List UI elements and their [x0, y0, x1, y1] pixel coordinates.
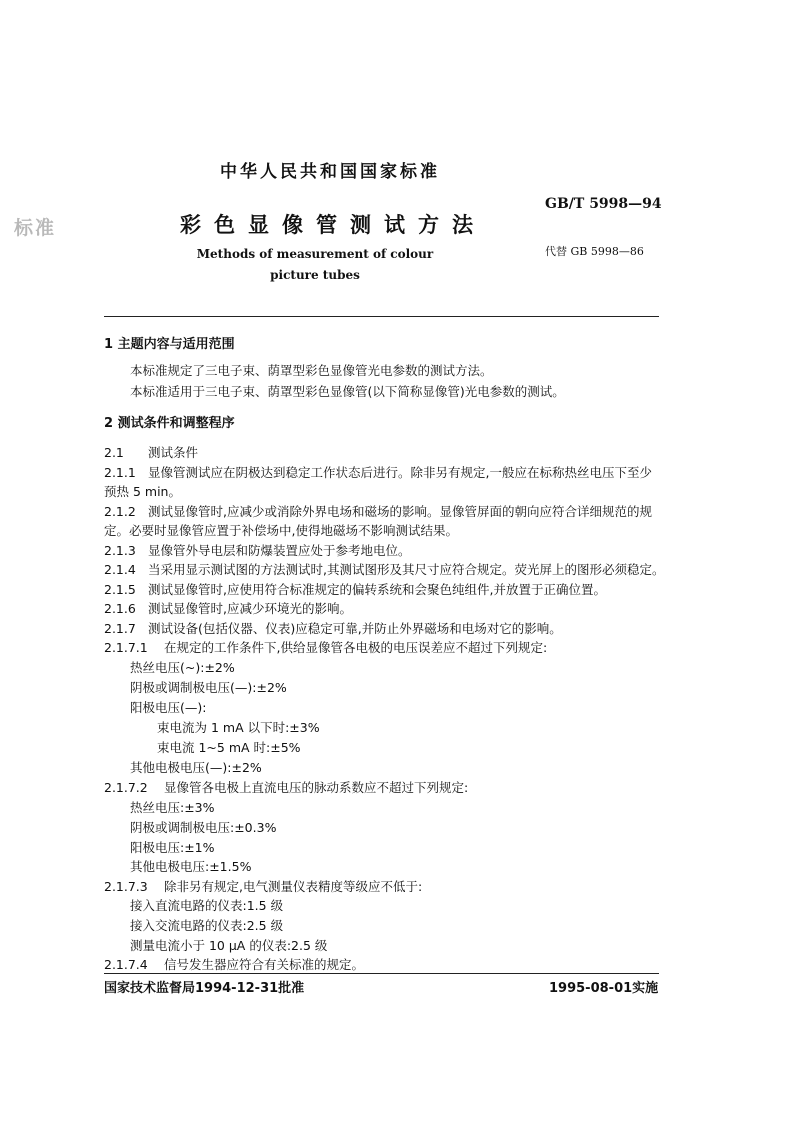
clause-text: 在规定的工作条件下,供给显像管各电极的电压误差应不超过下列规定:: [164, 640, 548, 655]
clause-text: 热丝电压:±3%: [130, 800, 215, 815]
clause-line: [157, 718, 320, 736]
implementation-date: 1995-08-01实施: [549, 981, 659, 996]
header-rule: [104, 316, 659, 317]
clause-number: 2.1.7.3: [104, 879, 148, 894]
clause-text: 测试显像管时,应减少或消除外界电场和磁场的影响。显像管屏面的朝向应符合详细规范的规: [148, 504, 652, 519]
clause-text: 当采用显示测试图的方法测试时,其测试图形及其尺寸应符合规定。荧光屏上的图形必须稳定。: [148, 562, 665, 577]
clause-line: [130, 896, 283, 914]
clause-line: [104, 521, 458, 539]
clause-text: 信号发生器应符合有关标准的规定。: [164, 957, 365, 972]
clause-line: [130, 936, 327, 954]
clause-text: 显像管各电极上直流电压的脉动系数应不超过下列规定:: [164, 780, 469, 795]
clause-text: 测试显像管时,应使用符合标准规定的偏转系统和会聚色纯组件,并放置于正确位置。: [148, 582, 606, 597]
clause-text: 束电流 1~5 mA 时:±5%: [157, 740, 301, 755]
clause-text: 阳极电压(—):: [130, 700, 207, 715]
clause-text: 阴极或调制极电压:±0.3%: [130, 820, 277, 835]
clause-line: [130, 798, 215, 816]
clause-number: 2.1.6: [104, 601, 136, 616]
clause-text: 定。必要时显像管应置于补偿场中,使得地磁场不影响测试结果。: [104, 523, 458, 538]
footer-rule: [104, 973, 659, 974]
clause-line: [130, 758, 262, 776]
section-2-heading: 2 测试条件和调整程序: [104, 416, 235, 431]
clause-line: [130, 838, 215, 856]
clause-line: [104, 541, 411, 559]
clause-line: [104, 619, 562, 637]
section-1-paragraph: 本标准适用于三电子束、荫罩型彩色显像管(以下简称显像管)光电参数的测试。: [130, 384, 565, 399]
clause-number: 2.1: [104, 445, 124, 460]
clause-line: [130, 678, 287, 696]
clause-number: 2.1.5: [104, 582, 136, 597]
document-title-cn: 彩色显像管测试方法: [180, 213, 486, 237]
clause-text: 束电流为 1 mA 以下时:±3%: [157, 720, 320, 735]
clause-text: 显像管外导电层和防爆装置应处于参考地电位。: [148, 543, 411, 558]
clause-number: 2.1.7.4: [104, 957, 148, 972]
clause-line: [104, 599, 352, 617]
clause-text: 除非另有规定,电气测量仪表精度等级应不低于:: [164, 879, 423, 894]
clause-line: [157, 738, 301, 756]
replaces-standard: 代替 GB 5998—86: [545, 245, 644, 258]
clause-number: 2.1.1: [104, 465, 136, 480]
clause-line: [104, 502, 652, 520]
clause-line: [104, 463, 652, 481]
watermark-stamp: 标准: [14, 217, 57, 239]
clause-text: 测试显像管时,应减少环境光的影响。: [148, 601, 352, 616]
clause-line: [130, 818, 276, 836]
clause-line: [130, 658, 235, 676]
clause-line: [104, 955, 364, 973]
document-title-en-line2: picture tubes: [270, 268, 360, 282]
clause-text: 接入交流电路的仪表:2.5 级: [130, 918, 284, 933]
clause-number: 2.1.7.1: [104, 640, 148, 655]
clause-number: 2.1.2: [104, 504, 136, 519]
clause-line: [130, 698, 206, 716]
clause-text: 其他电极电压:±1.5%: [130, 859, 252, 874]
clause-text: 测试条件: [148, 445, 199, 460]
clause-line: [130, 916, 283, 934]
clause-line: [104, 778, 468, 796]
national-standard-heading: 中华人民共和国国家标准: [220, 162, 440, 182]
clause-line: [104, 560, 664, 578]
clause-line: [104, 482, 181, 500]
clause-text: 预热 5 min。: [104, 484, 181, 499]
clause-text: 测试设备(包括仪器、仪表)应稳定可靠,并防止外界磁场和电场对它的影响。: [148, 621, 562, 636]
clause-text: 测量电流小于 10 μA 的仪表:2.5 级: [130, 938, 328, 953]
clause-number: 2.1.7.2: [104, 780, 148, 795]
clause-text: 其他电极电压(—):±2%: [130, 760, 262, 775]
clause-line: [104, 638, 547, 656]
clause-text: 热丝电压(~):±2%: [130, 660, 235, 675]
clause-number: 2.1.7: [104, 621, 136, 636]
clause-text: 阴极或调制极电压(—):±2%: [130, 680, 287, 695]
clause-text: 接入直流电路的仪表:1.5 级: [130, 898, 284, 913]
standard-number: GB/T 5998—94: [545, 196, 662, 212]
clause-number: 2.1.4: [104, 562, 136, 577]
issued-by-date: 国家技术监督局1994-12-31批准: [104, 981, 305, 996]
clause-line: [104, 580, 606, 598]
section-1-heading: 1 主题内容与适用范围: [104, 337, 235, 352]
clause-line: [104, 877, 422, 895]
clause-text: 显像管测试应在阴极达到稳定工作状态后进行。除非另有规定,一般应在标称热丝电压下至少: [148, 465, 652, 480]
document-title-en-line1: Methods of measurement of colour: [196, 247, 434, 261]
clause-number: 2.1.3: [104, 543, 136, 558]
clause-text: 阳极电压:±1%: [130, 840, 215, 855]
clause-line: [130, 857, 251, 875]
clause-line: [104, 443, 198, 461]
section-1-paragraph: 本标准规定了三电子束、荫罩型彩色显像管光电参数的测试方法。: [130, 363, 493, 378]
